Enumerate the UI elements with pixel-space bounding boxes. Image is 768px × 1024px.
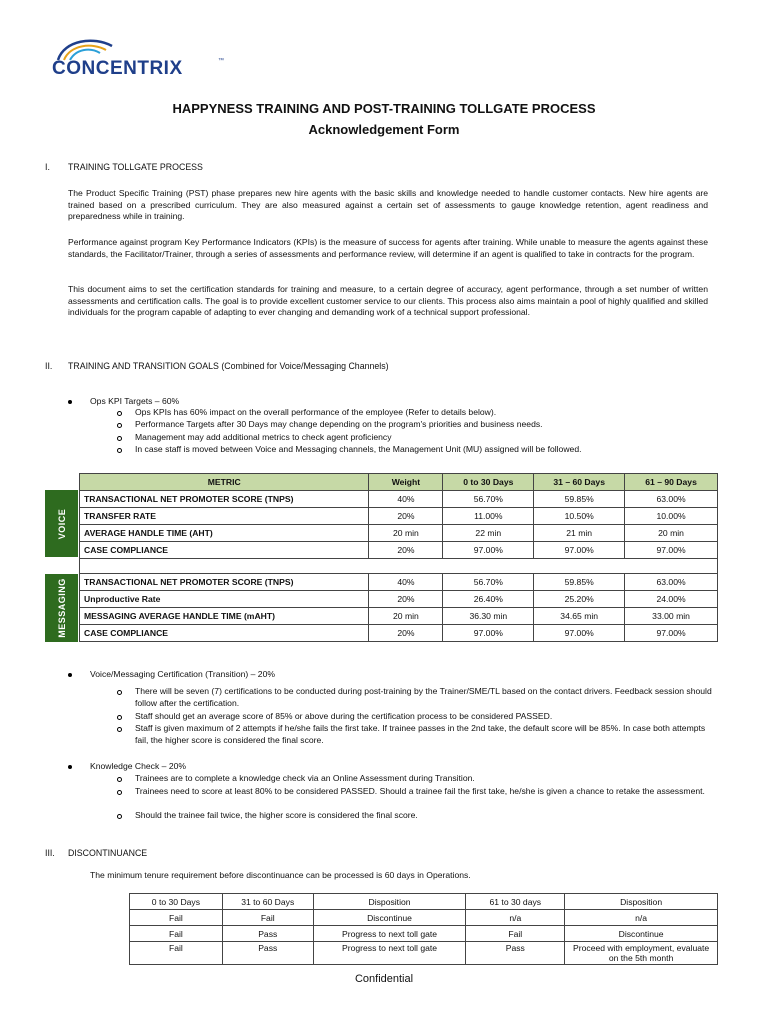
column-header: 31 to 60 Days	[222, 894, 313, 910]
table-cell: Discontinue	[313, 910, 466, 926]
table-row	[80, 625, 718, 642]
section-1-heading: TRAINING TOLLGATE PROCESS	[68, 162, 203, 172]
table-cell: Discontinue	[565, 926, 718, 942]
table-cell: 24.00%	[625, 591, 718, 608]
table-cell: 34.65 min	[534, 608, 625, 625]
column-header: 61 to 30 days	[466, 894, 565, 910]
messaging-label: MESSAGING	[45, 574, 78, 642]
table-row	[130, 942, 718, 965]
section-1-paragraph: Performance against program Key Performance Indicators (KPIs) is the measure of success for agents after training. While unable to measure the agents against these standards, the Facilitator/Trainer, through a series of assessments and performance review, will determine if an agent is qualified to take in contracts for the program.	[68, 237, 708, 259]
column-header: 0 to 30 Days	[130, 894, 223, 910]
table-spacer-row	[80, 559, 718, 574]
table-cell: Proceed with employment, evaluate on the 5th month	[565, 942, 718, 965]
table-cell: 11.00%	[443, 508, 534, 525]
table-row	[80, 525, 718, 542]
table-cell: 59.85%	[534, 491, 625, 508]
column-header: METRIC	[80, 474, 369, 491]
confidential-footer: Confidential	[354, 973, 414, 985]
knowledge-check-sub-item: Trainees are to complete a knowledge check via an Online Assessment during Transition.	[135, 773, 475, 783]
sub-bullet-icon	[117, 411, 122, 416]
table-cell: 20 min	[625, 525, 718, 542]
table-cell: 33.00 min	[625, 608, 718, 625]
sub-bullet-icon	[117, 436, 122, 441]
document-subtitle: Acknowledgement Form	[308, 122, 460, 137]
metric-name: TRANSACTIONAL NET PROMOTER SCORE (TNPS)	[80, 491, 369, 508]
section-3-number: III.	[45, 848, 55, 858]
metric-name: MESSAGING AVERAGE HANDLE TIME (mAHT)	[80, 608, 369, 625]
table-row	[80, 542, 718, 559]
knowledge-check-sub-item: Should the trainee fail twice, the higher score is considered the final score.	[135, 810, 418, 820]
table-cell: Pass	[222, 942, 313, 965]
column-header: 61 – 90 Days	[625, 474, 718, 491]
table-cell: 21 min	[534, 525, 625, 542]
ops-sub-item: Management may add additional metrics to check agent proficiency	[135, 432, 392, 442]
section-1-paragraph: The Product Specific Training (PST) phase prepares new hire agents with the basic skills and knowledge needed to handle customer contacts. New hire agents are trained based on a prescribed curriculum. They are also measured against a certain set of assessments to gauge knowledge retention, agent readiness and preparedness while in training.	[68, 188, 708, 222]
sub-bullet-icon	[117, 448, 122, 453]
table-cell: Fail	[130, 942, 223, 965]
certification-bullet: Voice/Messaging Certification (Transition) – 20%	[90, 669, 276, 679]
document-title: HAPPYNESS TRAINING AND POST-TRAINING TOLLGATE PROCESS	[172, 101, 596, 116]
table-cell: Pass	[222, 926, 313, 942]
table-cell: 20%	[369, 591, 443, 608]
table-cell: n/a	[466, 910, 565, 926]
table-cell: 20%	[369, 542, 443, 559]
bullet-icon	[68, 765, 72, 769]
table-header-row	[80, 474, 718, 491]
table-cell: 40%	[369, 491, 443, 508]
table-cell: 36.30 min	[443, 608, 534, 625]
table-cell: 20%	[369, 625, 443, 642]
metric-name: CASE COMPLIANCE	[80, 625, 369, 642]
section-3-heading: DISCONTINUANCE	[68, 848, 148, 858]
table-cell: 56.70%	[443, 574, 534, 591]
logo-wordmark: CONCENTRIX	[52, 58, 183, 79]
table-cell: 26.40%	[443, 591, 534, 608]
table-cell: 56.70%	[443, 491, 534, 508]
metric-name: Unproductive Rate	[80, 591, 369, 608]
table-header-row	[130, 894, 718, 910]
table-cell: 20%	[369, 508, 443, 525]
logo-trademark: ™	[218, 58, 224, 64]
section-3-text: The minimum tenure requirement before discontinuance can be processed is 60 days in Operations.	[90, 870, 471, 880]
table-cell: 63.00%	[625, 491, 718, 508]
table-cell: Pass	[466, 942, 565, 965]
table-cell: Fail	[466, 926, 565, 942]
ops-sub-item: In case staff is moved between Voice and Messaging channels, the Management Unit (MU) assigned will be followed.	[135, 444, 582, 454]
table-row	[80, 608, 718, 625]
kpi-targets-table	[79, 473, 718, 642]
column-header: 31 – 60 Days	[534, 474, 625, 491]
table-cell: 22 min	[443, 525, 534, 542]
certification-sub-item: There will be seven (7) certifications to be conducted during post-training by the Trainer/SME/TL based on the contact drivers. Feedback session should follow after the certification.	[135, 686, 712, 708]
table-cell: 10.00%	[625, 508, 718, 525]
sub-bullet-icon	[117, 715, 122, 720]
knowledge-check-sub-item: Trainees need to score at least 80% to be considered PASSED. Should a trainee fail the first take, he/she is given a chance to retake the assessment.	[135, 786, 705, 796]
section-2-heading: TRAINING AND TRANSITION GOALS (Combined for Voice/Messaging Channels)	[68, 361, 389, 371]
section-2-number: II.	[45, 361, 53, 371]
table-cell: 97.00%	[625, 542, 718, 559]
table-row	[80, 574, 718, 591]
table-cell: 20 min	[369, 608, 443, 625]
table-row	[130, 910, 718, 926]
knowledge-check-bullet: Knowledge Check – 20%	[90, 761, 187, 771]
table-cell: 97.00%	[625, 625, 718, 642]
table-cell: Fail	[222, 910, 313, 926]
ops-sub-item: Ops KPIs has 60% impact on the overall performance of the employee (Refer to details below).	[135, 407, 497, 417]
table-cell: 97.00%	[534, 625, 625, 642]
sub-bullet-icon	[117, 790, 122, 795]
ops-kpi-bullet: Ops KPI Targets – 60%	[90, 396, 180, 406]
table-cell: 97.00%	[443, 625, 534, 642]
voice-label: VOICE	[45, 490, 78, 557]
column-header: Disposition	[313, 894, 466, 910]
table-cell: 63.00%	[625, 574, 718, 591]
section-1-number: I.	[45, 162, 50, 172]
table-cell: 10.50%	[534, 508, 625, 525]
section-1-paragraph: This document aims to set the certification standards for training and measure, to a certain degree of accuracy, agent performance, through a set number of written assessments and certification calls. The goal is to provide excellent customer service to our clients. This process also aims maintain a pool of highly qualified and skilled individuals for the program capable of adapting to ever changing and demanding work of a technical support professional.	[68, 284, 708, 318]
column-header: Weight	[369, 474, 443, 491]
bullet-icon	[68, 400, 72, 404]
metric-name: AVERAGE HANDLE TIME (AHT)	[80, 525, 369, 542]
table-cell: Progress to next toll gate	[313, 942, 466, 965]
table-cell: n/a	[565, 910, 718, 926]
table-row	[80, 591, 718, 608]
sub-bullet-icon	[117, 727, 122, 732]
metric-name: TRANSACTIONAL NET PROMOTER SCORE (TNPS)	[80, 574, 369, 591]
sub-bullet-icon	[117, 777, 122, 782]
table-cell: Fail	[130, 926, 223, 942]
table-row	[130, 926, 718, 942]
metric-name: TRANSFER RATE	[80, 508, 369, 525]
table-cell: 20 min	[369, 525, 443, 542]
table-cell: 97.00%	[443, 542, 534, 559]
certification-sub-item: Staff should get an average score of 85% or above during the certification process to be considered PASSED.	[135, 711, 553, 721]
ops-sub-item: Performance Targets after 30 Days may change depending on the program's priorities and business needs.	[135, 419, 543, 429]
table-cell: 25.20%	[534, 591, 625, 608]
column-header: 0 to 30 Days	[443, 474, 534, 491]
company-logo	[52, 36, 232, 80]
table-row	[80, 508, 718, 525]
column-header: Disposition	[565, 894, 718, 910]
table-cell: 40%	[369, 574, 443, 591]
certification-sub-item: Staff is given maximum of 2 attempts if he/she fails the first take. If trainee passes in the 2nd take, the default score will be 85%. In case both attempts fail, the higher score is considered the final score.	[135, 723, 706, 745]
table-cell: 97.00%	[534, 542, 625, 559]
table-cell: Progress to next toll gate	[313, 926, 466, 942]
table-row	[80, 491, 718, 508]
table-cell: 59.85%	[534, 574, 625, 591]
sub-bullet-icon	[117, 423, 122, 428]
discontinuance-table	[129, 893, 718, 965]
metric-name: CASE COMPLIANCE	[80, 542, 369, 559]
sub-bullet-icon	[117, 814, 122, 819]
sub-bullet-icon	[117, 690, 122, 695]
table-cell: Fail	[130, 910, 223, 926]
bullet-icon	[68, 673, 72, 677]
